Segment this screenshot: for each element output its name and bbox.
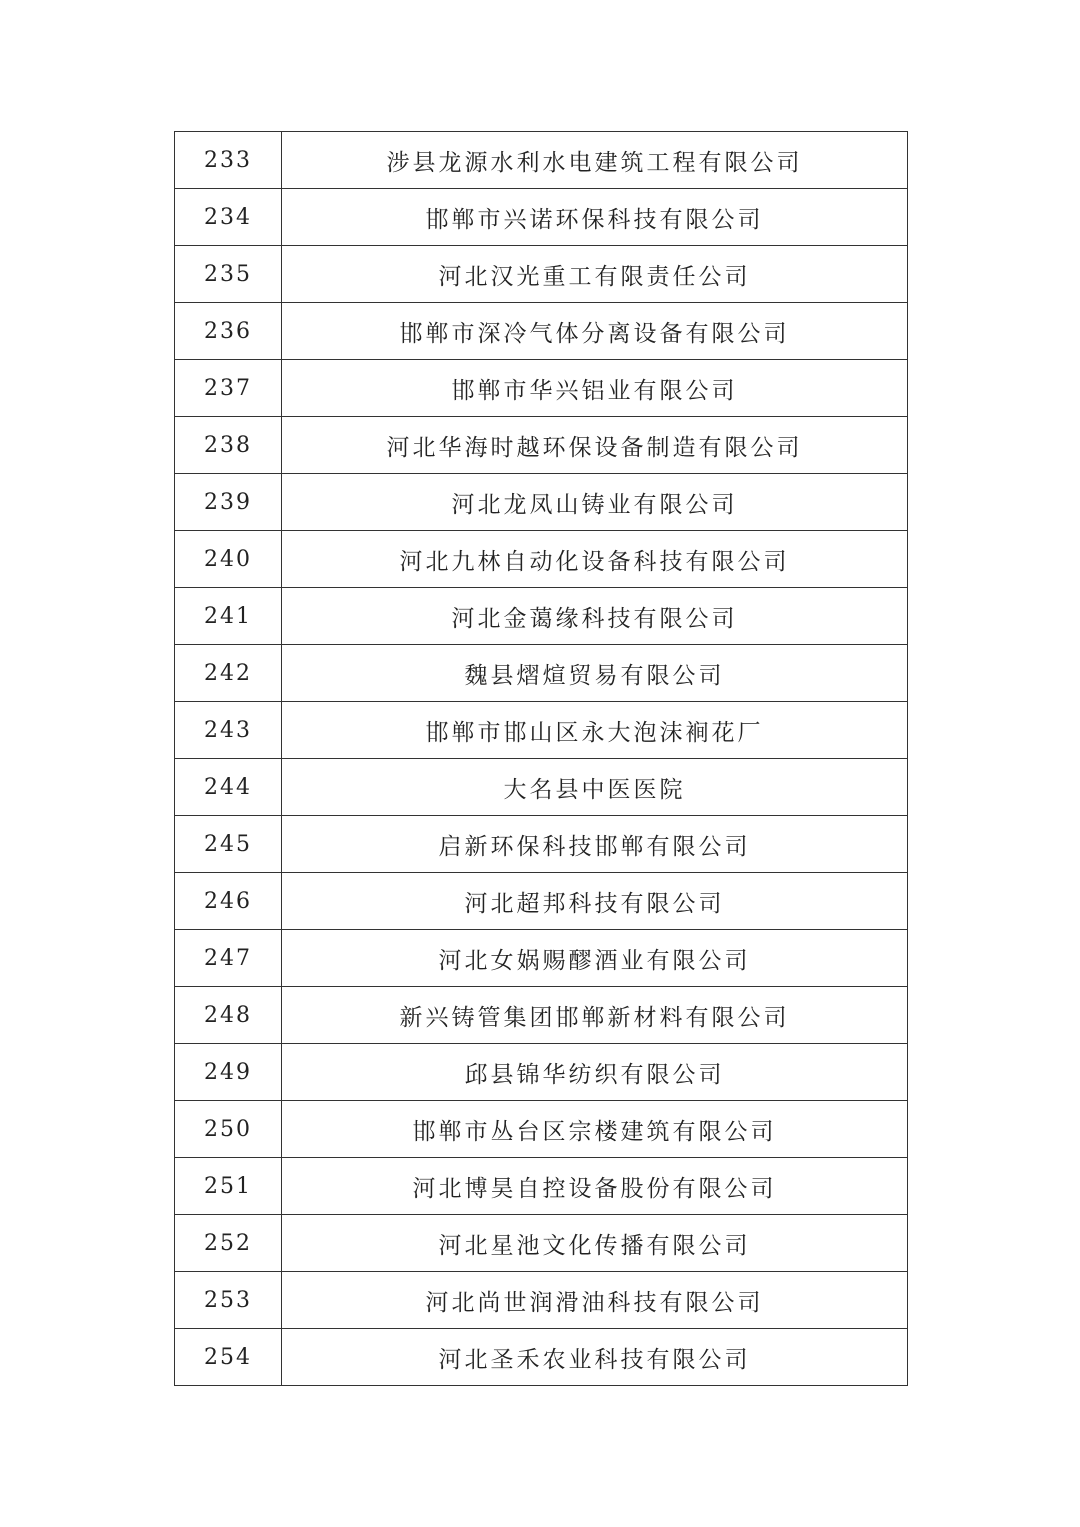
table-row (175, 1329, 908, 1386)
row-number: 243 (175, 702, 282, 759)
row-number: 250 (175, 1101, 282, 1158)
table-row (175, 1101, 908, 1158)
table-row (175, 816, 908, 873)
table-row (175, 417, 908, 474)
company-name: 河北金蔼缘科技有限公司 (282, 588, 908, 645)
table-row (175, 759, 908, 816)
company-table-body (175, 132, 908, 1386)
table-row (175, 930, 908, 987)
row-number: 251 (175, 1158, 282, 1215)
table-row (175, 588, 908, 645)
company-name: 河北九林自动化设备科技有限公司 (282, 531, 908, 588)
table-row (175, 474, 908, 531)
company-name: 涉县龙源水利水电建筑工程有限公司 (282, 132, 908, 189)
row-number: 253 (175, 1272, 282, 1329)
table-row (175, 360, 908, 417)
company-name: 启新环保科技邯郸有限公司 (282, 816, 908, 873)
company-name: 邯郸市邯山区永大泡沫裥花厂 (282, 702, 908, 759)
table-row (175, 1044, 908, 1101)
table-row (175, 1272, 908, 1329)
row-number: 248 (175, 987, 282, 1044)
table-row (175, 246, 908, 303)
table-row (175, 702, 908, 759)
company-name: 河北博昊自控设备股份有限公司 (282, 1158, 908, 1215)
company-name: 邯郸市丛台区宗楼建筑有限公司 (282, 1101, 908, 1158)
row-number: 249 (175, 1044, 282, 1101)
table-row (175, 189, 908, 246)
table-row (175, 531, 908, 588)
row-number: 239 (175, 474, 282, 531)
row-number: 235 (175, 246, 282, 303)
table-row (175, 987, 908, 1044)
company-name: 河北超邦科技有限公司 (282, 873, 908, 930)
row-number: 238 (175, 417, 282, 474)
row-number: 234 (175, 189, 282, 246)
row-number: 242 (175, 645, 282, 702)
company-name: 河北华海时越环保设备制造有限公司 (282, 417, 908, 474)
company-name: 新兴铸管集团邯郸新材料有限公司 (282, 987, 908, 1044)
company-name: 河北汉光重工有限责任公司 (282, 246, 908, 303)
row-number: 244 (175, 759, 282, 816)
company-name: 邱县锦华纺织有限公司 (282, 1044, 908, 1101)
company-name: 邯郸市深冷气体分离设备有限公司 (282, 303, 908, 360)
row-number: 247 (175, 930, 282, 987)
company-name: 魏县熠煊贸易有限公司 (282, 645, 908, 702)
row-number: 236 (175, 303, 282, 360)
company-name: 河北尚世润滑油科技有限公司 (282, 1272, 908, 1329)
company-name: 河北龙凤山铸业有限公司 (282, 474, 908, 531)
table-row (175, 873, 908, 930)
row-number: 241 (175, 588, 282, 645)
table-row (175, 303, 908, 360)
company-name: 邯郸市华兴铝业有限公司 (282, 360, 908, 417)
row-number: 246 (175, 873, 282, 930)
table-row (175, 1215, 908, 1272)
row-number: 237 (175, 360, 282, 417)
table-row (175, 1158, 908, 1215)
company-name: 邯郸市兴诺环保科技有限公司 (282, 189, 908, 246)
company-name: 河北星池文化传播有限公司 (282, 1215, 908, 1272)
company-name: 河北圣禾农业科技有限公司 (282, 1329, 908, 1386)
row-number: 245 (175, 816, 282, 873)
table-row (175, 132, 908, 189)
company-name: 大名县中医医院 (282, 759, 908, 816)
row-number: 254 (175, 1329, 282, 1386)
row-number: 233 (175, 132, 282, 189)
table-row (175, 645, 908, 702)
row-number: 240 (175, 531, 282, 588)
company-list-table (174, 131, 908, 1386)
company-name: 河北女娲赐醪酒业有限公司 (282, 930, 908, 987)
row-number: 252 (175, 1215, 282, 1272)
